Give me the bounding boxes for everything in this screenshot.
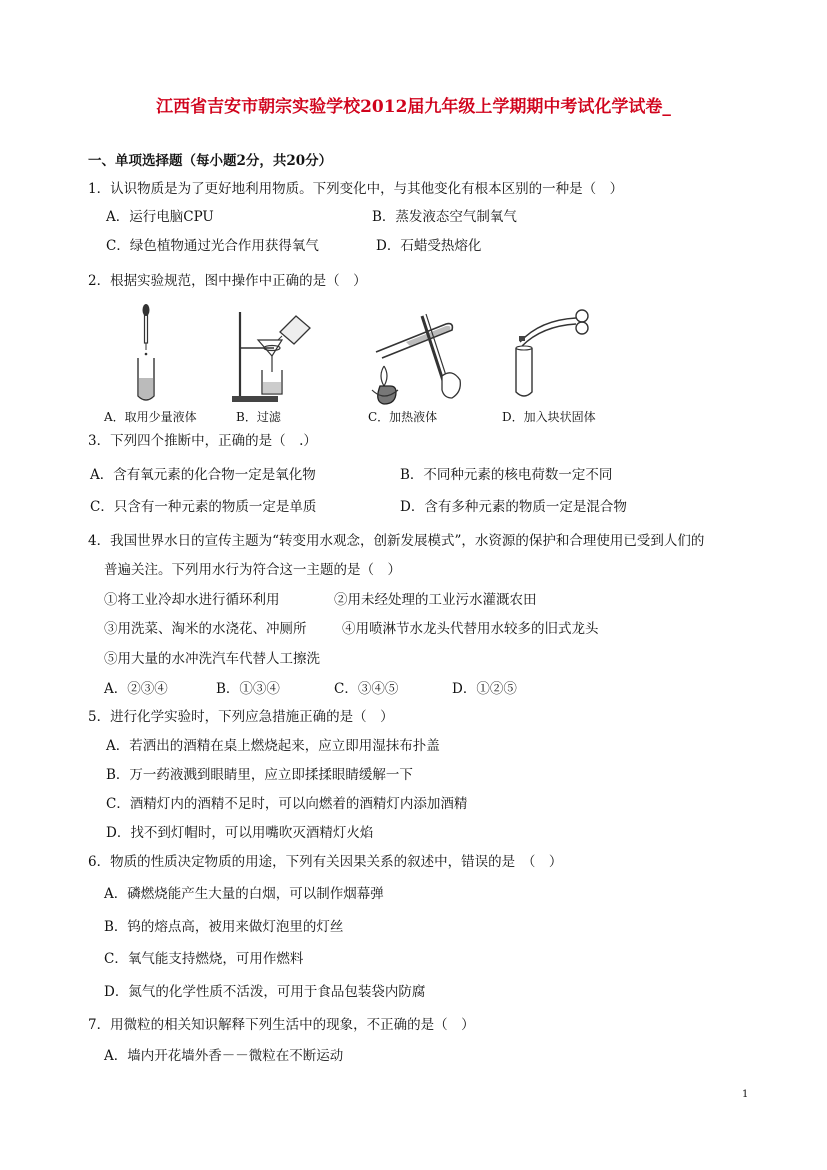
q3-option-a: A．含有氧元素的化合物一定是氧化物 [90,467,316,483]
q7-stem: 7．用微粒的相关知识解释下列生活中的现象，不正确的是（ ） [88,1017,475,1033]
q3-option-c: C．只含有一种元素的物质一定是单质 [90,499,317,515]
q5-stem: 5．进行化学实验时，下列应急措施正确的是（ ） [88,709,394,725]
q6-option-a: A．磷燃烧能产生大量的白烟，可以制作烟幕弹 [104,886,384,902]
q4-item-3: ③用洗菜、淘米的水浇花、冲厕所 [104,621,307,637]
q4-stem-line1: 4．我国世界水日的宣传主题为“转变用水观念，创新发展模式”，水资源的保护和合理使用已受到人们的 [88,533,705,549]
q2-stem: 2．根据实验规范，图中操作中正确的是（ ） [88,273,367,289]
q1-stem: 1．认识物质是为了更好地利用物质。下列变化中，与其他变化有根本区别的一种是（ ） [88,181,624,197]
q4-option-c: C．③④⑤ [334,681,399,697]
q5-option-d: D．找不到灯帽时，可以用嘴吹灭酒精灯火焰 [106,825,374,841]
q7-option-a: A．墙内开花墙外香－－微粒在不断运动 [104,1048,344,1064]
q6-stem: 6．物质的性质决定物质的用途，下列有关因果关系的叙述中，错误的是 （ ） [88,854,563,870]
q4-option-b: B．①③④ [216,681,280,697]
q4-item-1: ①将工业冷却水进行循环利用 [104,592,280,608]
q1-option-c: C．绿色植物通过光合作用获得氧气 [106,238,319,254]
q3-option-d: D．含有多种元素的物质一定是混合物 [400,499,627,515]
q5-option-b: B．万一药液溅到眼睛里，应立即揉揉眼睛缓解一下 [106,767,413,783]
adding-solid-figure [510,306,596,398]
q4-item-5: ⑤用大量的水冲洗汽车代替人工擦洗 [104,651,320,667]
q2-option-b: B．过滤 [236,410,281,424]
q6-option-c: C．氧气能支持燃烧，可用作燃料 [104,951,304,967]
q4-option-a: A．②③④ [104,681,168,697]
q1-option-b: B．蒸发液态空气制氧气 [372,209,517,225]
q5-option-c: C．酒精灯内的酒精不足时，可以向燃着的酒精灯内添加酒精 [106,796,468,812]
heating-liquid-figure [366,306,470,406]
q4-option-d: D．①②⑤ [452,681,517,697]
dropper-test-tube-figure [126,300,166,404]
page-number: 1 [742,1089,749,1100]
q3-option-b: B．不同种元素的核电荷数一定不同 [400,467,613,483]
q2-option-a: A．取用少量液体 [104,410,197,424]
filtration-figure [228,306,312,404]
q6-option-b: B．钨的熔点高，被用来做灯泡里的灯丝 [104,919,344,935]
section-heading: 一、单项选择题（每小题2分，共20分） [88,153,333,169]
q3-stem: 3．下列四个推断中，正确的是（ .） [88,433,317,449]
document-title: 江西省吉安市朝宗实验学校2012届九年级上学期期中考试化学试卷_ [156,97,671,117]
q4-item-4: ④用喷淋节水龙头代替用水较多的旧式龙头 [342,621,599,637]
q1-option-d: D．石蜡受热熔化 [376,238,482,254]
q5-option-a: A．若洒出的酒精在桌上燃烧起来，应立即用湿抹布扑盖 [106,738,440,754]
q2-option-d: D．加入块状固体 [502,410,596,424]
q4-stem-line2: 普遍关注。下列用水行为符合这一主题的是（ ） [104,562,401,578]
q2-option-c: C．加热液体 [368,410,438,424]
q6-option-d: D．氮气的化学性质不活泼，可用于食品包装袋内防腐 [104,984,426,1000]
q4-item-2: ②用未经处理的工业污水灌溉农田 [334,592,537,608]
q1-option-a: A．运行电脑CPU [106,209,214,225]
